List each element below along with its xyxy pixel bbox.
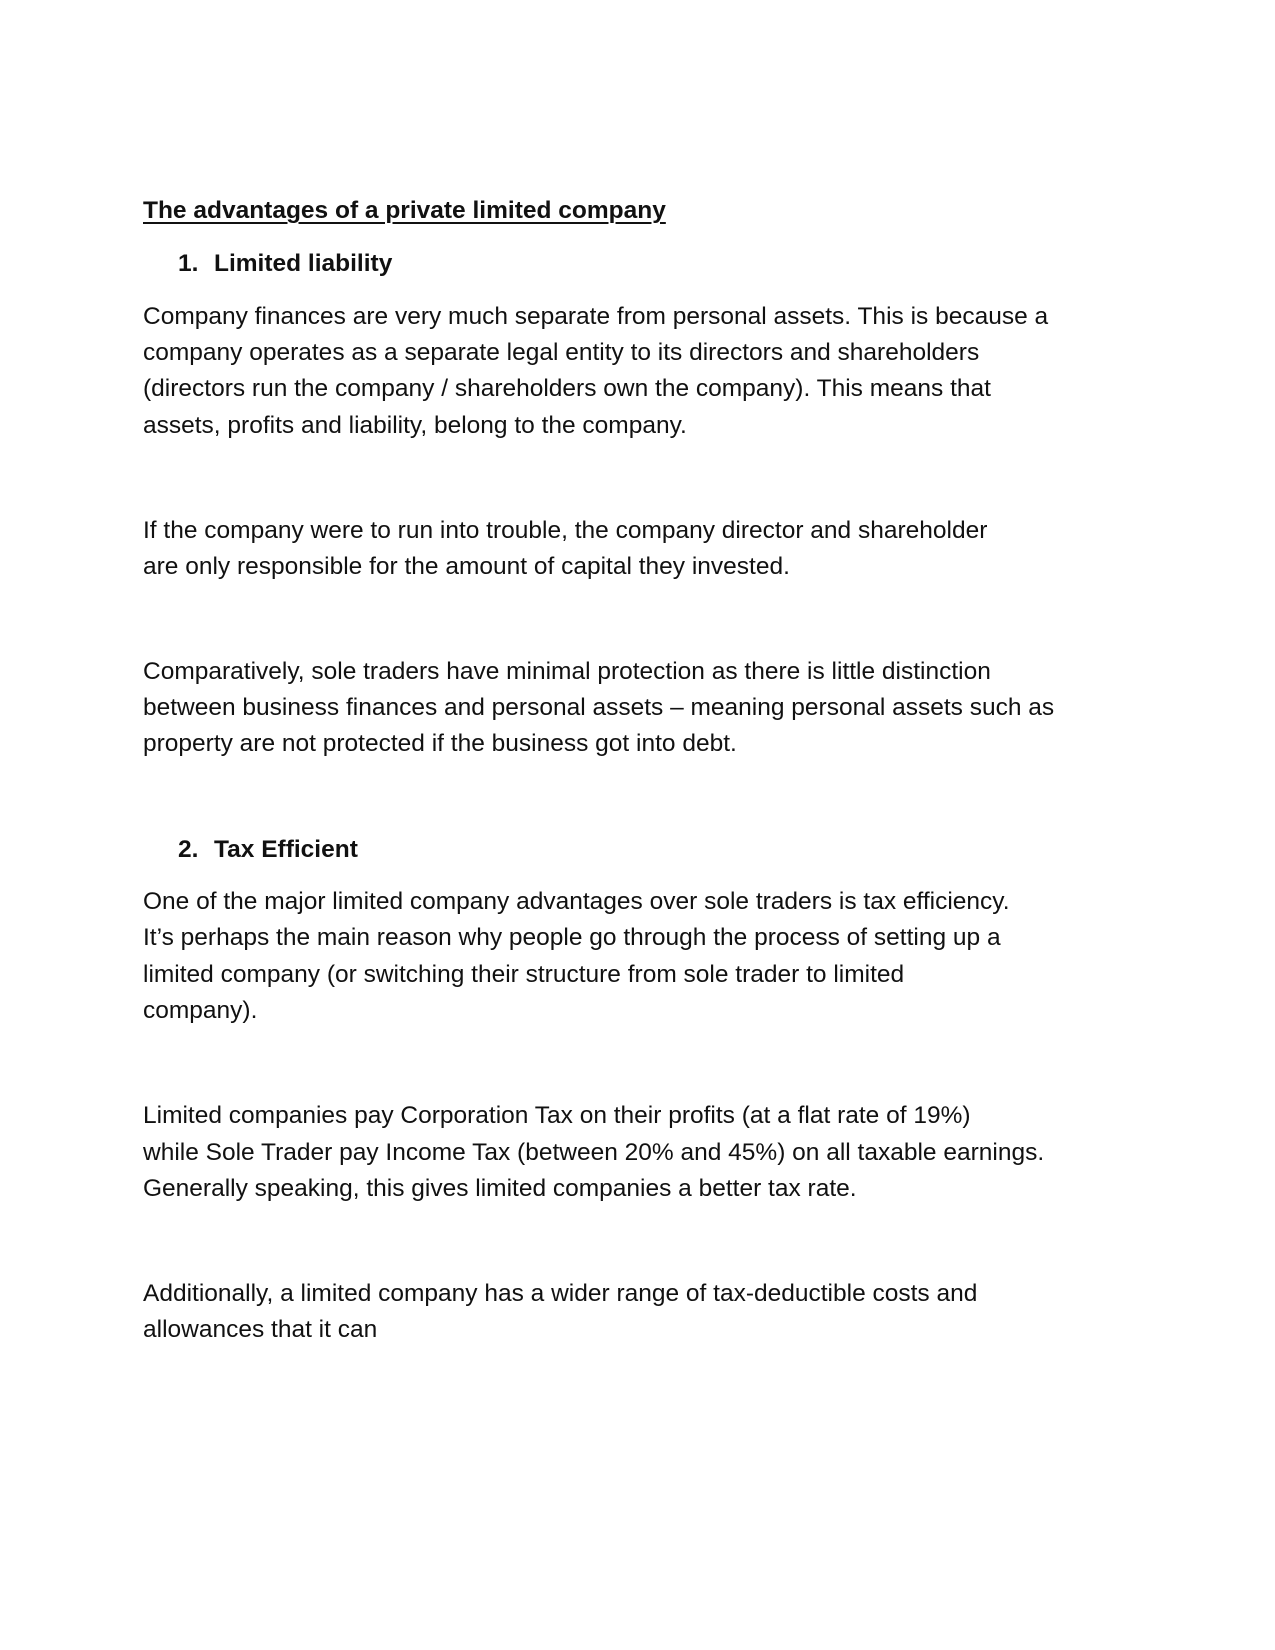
paragraph-line: company operates as a separate legal entity to its directors and shareholders: [143, 339, 980, 366]
paragraph-line: between business finances and personal assets – meaning personal assets such as: [143, 694, 1055, 721]
paragraph-line: Comparatively, sole traders have minimal protection as there is little distinction: [143, 658, 991, 685]
paragraph-line: If the company were to run into trouble, the company director and shareholder: [143, 517, 988, 544]
section-heading-limited-liability: [178, 249, 392, 279]
paragraph-line: are only responsible for the amount of capital they invested.: [143, 553, 790, 580]
paragraph-line: Limited companies pay Corporation Tax on their profits (at a flat rate of 19%): [143, 1102, 971, 1129]
document-title: The advantages of a private limited company: [143, 197, 666, 224]
paragraph-line: Generally speaking, this gives limited companies a better tax rate.: [143, 1175, 857, 1202]
paragraph-line: allowances that it can: [143, 1316, 378, 1343]
paragraph-line: (directors run the company / shareholders own the company). This means that: [143, 375, 991, 402]
section-heading-tax-efficient: [178, 835, 358, 865]
paragraph-line: Company finances are very much separate from personal assets. This is because a: [143, 303, 1049, 330]
section-heading-text: Limited liability: [214, 250, 393, 277]
paragraph-line: It’s perhaps the main reason why people go through the process of setting up a: [143, 924, 1001, 951]
paragraph-line: assets, profits and liability, belong to the company.: [143, 412, 687, 439]
paragraph-line: property are not protected if the business got into debt.: [143, 730, 737, 757]
paragraph-line: One of the major limited company advantages over sole traders is tax efficiency.: [143, 888, 1010, 915]
paragraph-line: limited company (or switching their structure from sole trader to limited: [143, 961, 905, 988]
paragraph-line: company).: [143, 997, 258, 1024]
paragraph-line: while Sole Trader pay Income Tax (between 20% and 45%) on all taxable earnings.: [143, 1139, 1045, 1166]
section-number: 1.: [178, 250, 199, 277]
section-number: 2.: [178, 836, 199, 863]
paragraph-line: Additionally, a limited company has a wider range of tax-deductible costs and: [143, 1280, 978, 1307]
section-heading-text: Tax Efficient: [214, 836, 358, 863]
